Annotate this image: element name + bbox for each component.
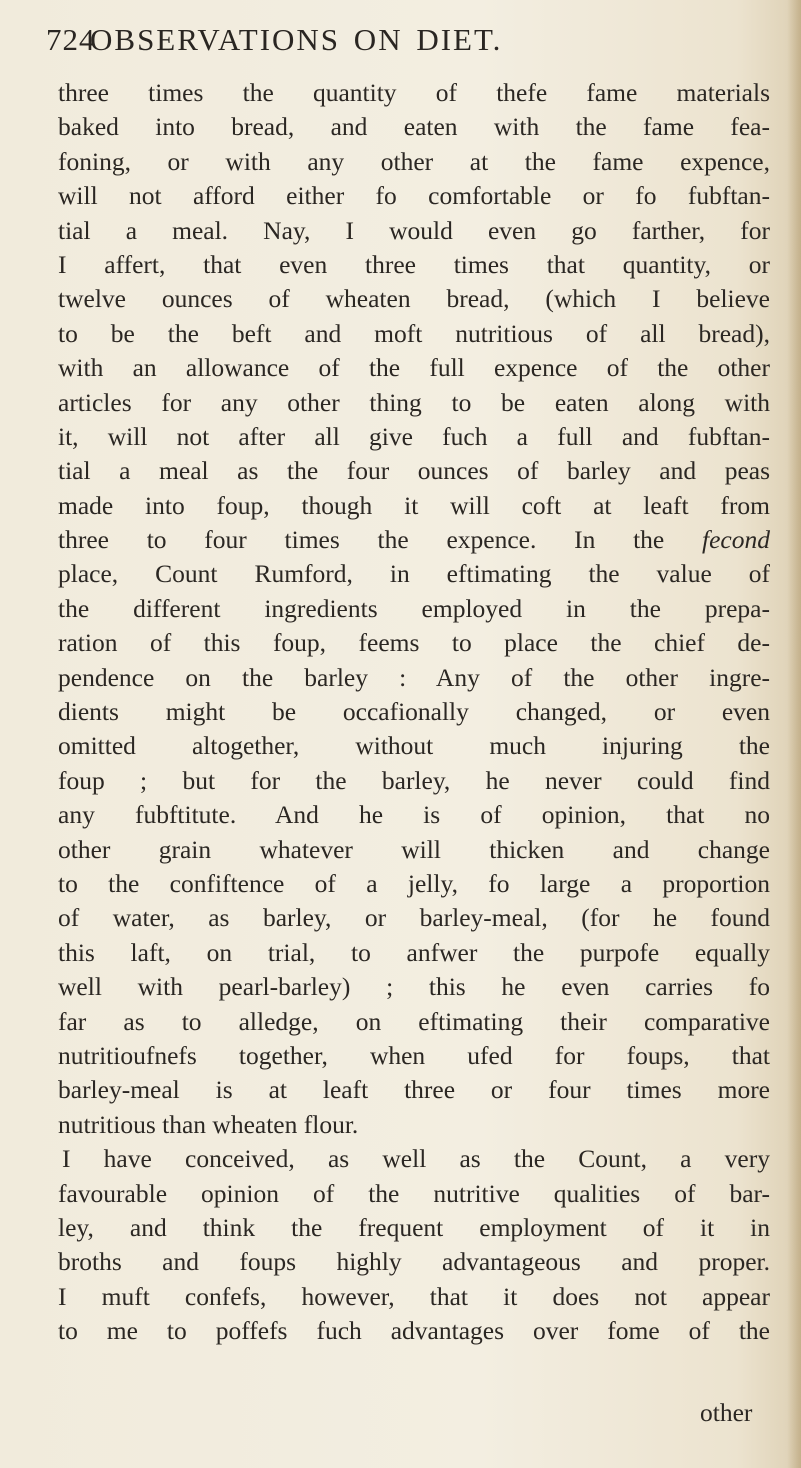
running-head: OBSERVATIONS ON DIET. <box>90 22 503 57</box>
text-line: tial a meal as the four ounces of barley and peas <box>58 456 770 486</box>
text-line: three times the quantity of thefe fame materials <box>58 78 770 107</box>
text-line: foning, or with any other at the fame expence, <box>58 146 770 176</box>
text-line: I muft confefs, however, that it does not appear <box>58 1281 770 1311</box>
text-line: pendence on the barley : Any of the other ingre- <box>58 662 770 692</box>
text-line: far as to alledge, on eftimating their comparative <box>58 1006 770 1036</box>
text-line: of water, as barley, or barley-meal, (for he found <box>58 903 770 933</box>
text-line: made into foup, though it will coft at leaft from <box>58 490 770 520</box>
text-line-paragraph-end: nutritious than wheaten flour. <box>58 1109 359 1139</box>
text-line: the different ingredients employed in the prepa- <box>58 593 770 623</box>
text-line: to me to poffefs fuch advantages over fome of the <box>58 1316 770 1346</box>
text-line: any fubftitute. And he is of opinion, that no <box>58 800 770 830</box>
text-line: to be the beft and moft nutritious of all bread), <box>58 318 770 348</box>
body-text <box>58 76 770 1348</box>
text-line: omitted altogether, without much injuring the <box>58 731 770 761</box>
text-line: this laft, on trial, to anfwer the purpofe equally <box>58 937 770 967</box>
text-line-with-italic <box>58 523 770 557</box>
text-line: tial a meal. Nay, I would even go farther, for <box>58 215 770 245</box>
italic-word: fecond <box>702 525 770 555</box>
text-line: with an allowance of the full expence of the other <box>58 353 770 383</box>
text-line: twelve ounces of wheaten bread, (which I believe <box>58 284 770 314</box>
text-line: nutritioufnefs together, when ufed for foups, that <box>58 1040 770 1070</box>
text-fragment: three to four times the expence. In the <box>58 525 665 555</box>
text-line: I affert, that even three times that quantity, or <box>58 249 770 279</box>
page-edge-shadow <box>787 0 801 1468</box>
text-line: dients might be occafionally changed, or even <box>58 697 770 727</box>
text-line: will not afford either fo comfortable or fo fubftan- <box>58 181 770 211</box>
text-line: ration of this foup, feems to place the chief de- <box>58 628 770 658</box>
text-line: broths and foups highly advantageous and proper. <box>58 1247 770 1277</box>
text-line: foup ; but for the barley, he never could find <box>58 765 770 795</box>
text-line: favourable opinion of the nutritive qualities of bar- <box>58 1178 770 1208</box>
text-line-paragraph-start: I have conceived, as well as the Count, a very <box>62 1144 770 1174</box>
text-line: barley-meal is at leaft three or four times more <box>58 1075 770 1105</box>
page-header <box>46 22 766 70</box>
page-number: 724 <box>46 22 96 57</box>
text-line: ley, and think the frequent employment of it in <box>58 1212 770 1242</box>
text-line: other grain whatever will thicken and change <box>58 834 770 864</box>
text-line: it, will not after all give fuch a full and fubftan- <box>58 421 770 451</box>
text-line: baked into bread, and eaten with the fame fea- <box>58 112 770 142</box>
catchword: other <box>700 1398 753 1427</box>
text-line: place, Count Rumford, in eftimating the value of <box>58 559 770 589</box>
text-line: to the confiftence of a jelly, fo large a proportion <box>58 868 770 898</box>
text-line: well with pearl-barley) ; this he even carries fo <box>58 972 770 1002</box>
text-line: articles for any other thing to be eaten along with <box>58 387 770 417</box>
